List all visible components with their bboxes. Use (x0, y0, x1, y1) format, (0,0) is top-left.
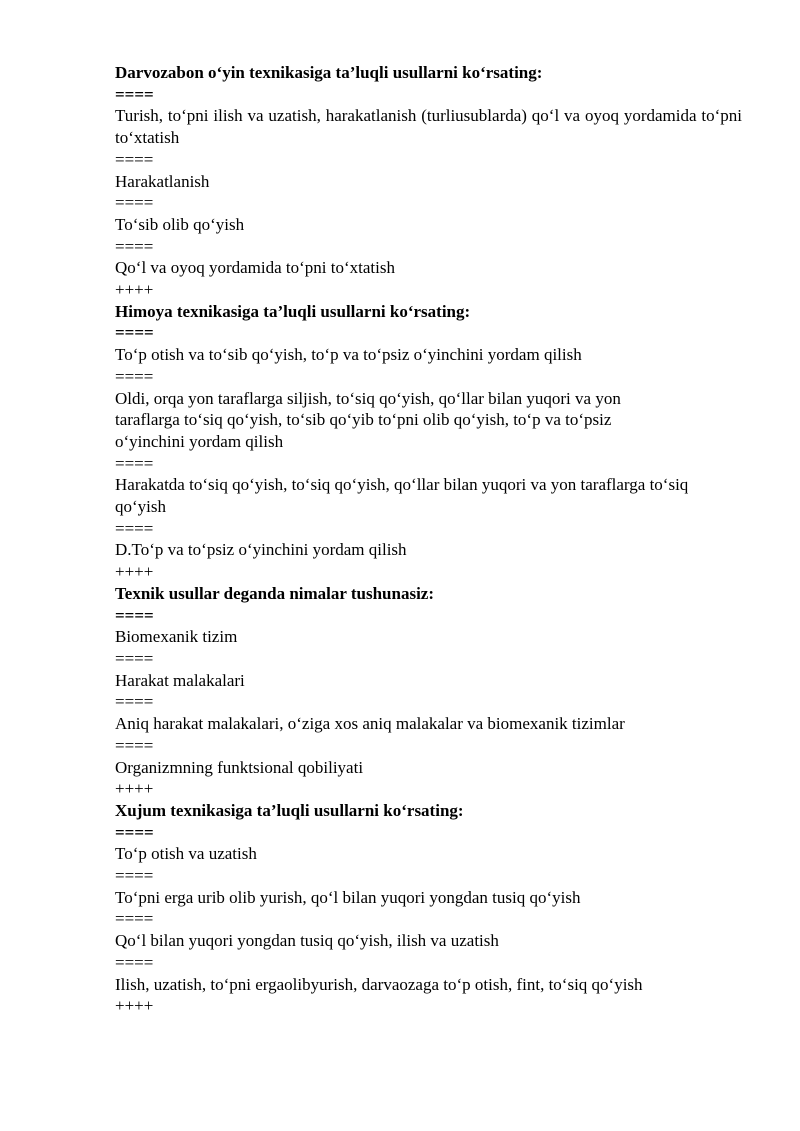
question-block-2 (115, 301, 742, 583)
question-text: Darvozabon o‘yin texnikasiga ta’luqli usullarni ko‘rsating: (115, 63, 543, 82)
question-end-separator: ++++ (115, 562, 154, 582)
question-end-separator: ++++ (115, 280, 154, 300)
answer-option: Ilish, uzatish, to‘pni ergaolibyurish, darvaozaga to‘p otish, fint, to‘siq qo‘yish (115, 974, 643, 994)
answer-option: Harakatlanish (115, 171, 210, 191)
answer-option: Qo‘l va oyoq yordamida to‘pni to‘xtatish (115, 258, 395, 278)
answer-option: Qo‘l bilan yuqori yongdan tusiq qo‘yish, ilish va uzatish (115, 931, 499, 951)
answer-option: Turish, to‘pni ilish va uzatish, harakatlanish (turliusublarda) qo‘l va oyoq yordamida to‘pni to‘xtatish (115, 106, 742, 148)
option-separator: ==== (115, 518, 154, 538)
option-separator: ==== (115, 193, 154, 213)
option-separator: ==== (115, 149, 154, 169)
question-text: Himoya texnikasiga ta’luqli usullarni ko‘rsating: (115, 301, 471, 321)
option-separator: ==== (115, 648, 154, 668)
option-separator: ==== (115, 822, 154, 842)
answer-option: D.To‘p va to‘psiz o‘yinchini yordam qilish (115, 540, 407, 560)
answer-option: Aniq harakat malakalari, o‘ziga xos aniq malakalar va biomexanik tizimlar (115, 714, 625, 734)
option-separator: ==== (115, 84, 154, 104)
question-block-3 (115, 583, 742, 800)
document-page (115, 62, 742, 1017)
option-separator: ==== (115, 323, 154, 343)
question-text: Xujum texnikasiga ta’luqli usullarni ko‘rsating: (115, 800, 464, 820)
option-separator: ==== (115, 366, 154, 386)
option-separator: ==== (115, 605, 154, 625)
option-separator: ==== (115, 453, 154, 473)
question-block-1 (115, 62, 742, 301)
question-end-separator: ++++ (115, 779, 154, 799)
option-separator: ==== (115, 952, 154, 972)
option-separator: ==== (115, 866, 154, 886)
answer-option: Biomexanik tizim (115, 627, 238, 647)
answer-option: To‘p otish va uzatish (115, 844, 257, 864)
answer-option: To‘p otish va to‘sib qo‘yish, to‘p va to‘psiz o‘yinchini yordam qilish (115, 345, 582, 365)
option-separator: ==== (115, 236, 154, 256)
question-block-4 (115, 800, 742, 1017)
question-end-separator: ++++ (115, 996, 154, 1016)
answer-option: Oldi, orqa yon taraflarga siljish, to‘siq qo‘yish, qo‘llar bilan yuqori va yon taraflarga to‘siq qo‘yish, to‘sib qo‘yib to‘pni olib qo‘yish, to‘p va to‘psiz o‘yinchini yordam qilish (115, 388, 621, 451)
option-separator: ==== (115, 692, 154, 712)
option-separator: ==== (115, 909, 154, 929)
answer-option: To‘sib olib qo‘yish (115, 214, 245, 234)
answer-option: To‘pni erga urib olib yurish, qo‘l bilan yuqori yongdan tusiq qo‘yish (115, 887, 581, 907)
answer-option: Harakat malakalari (115, 670, 245, 690)
answer-option: Harakatda to‘siq qo‘yish, to‘siq qo‘yish, qo‘llar bilan yuqori va yon taraflarga to‘siq qo‘yish (115, 475, 689, 517)
option-separator: ==== (115, 735, 154, 755)
question-text: Texnik usullar deganda nimalar tushunasiz: (115, 583, 435, 603)
answer-option: Organizmning funktsional qobiliyati (115, 757, 364, 777)
